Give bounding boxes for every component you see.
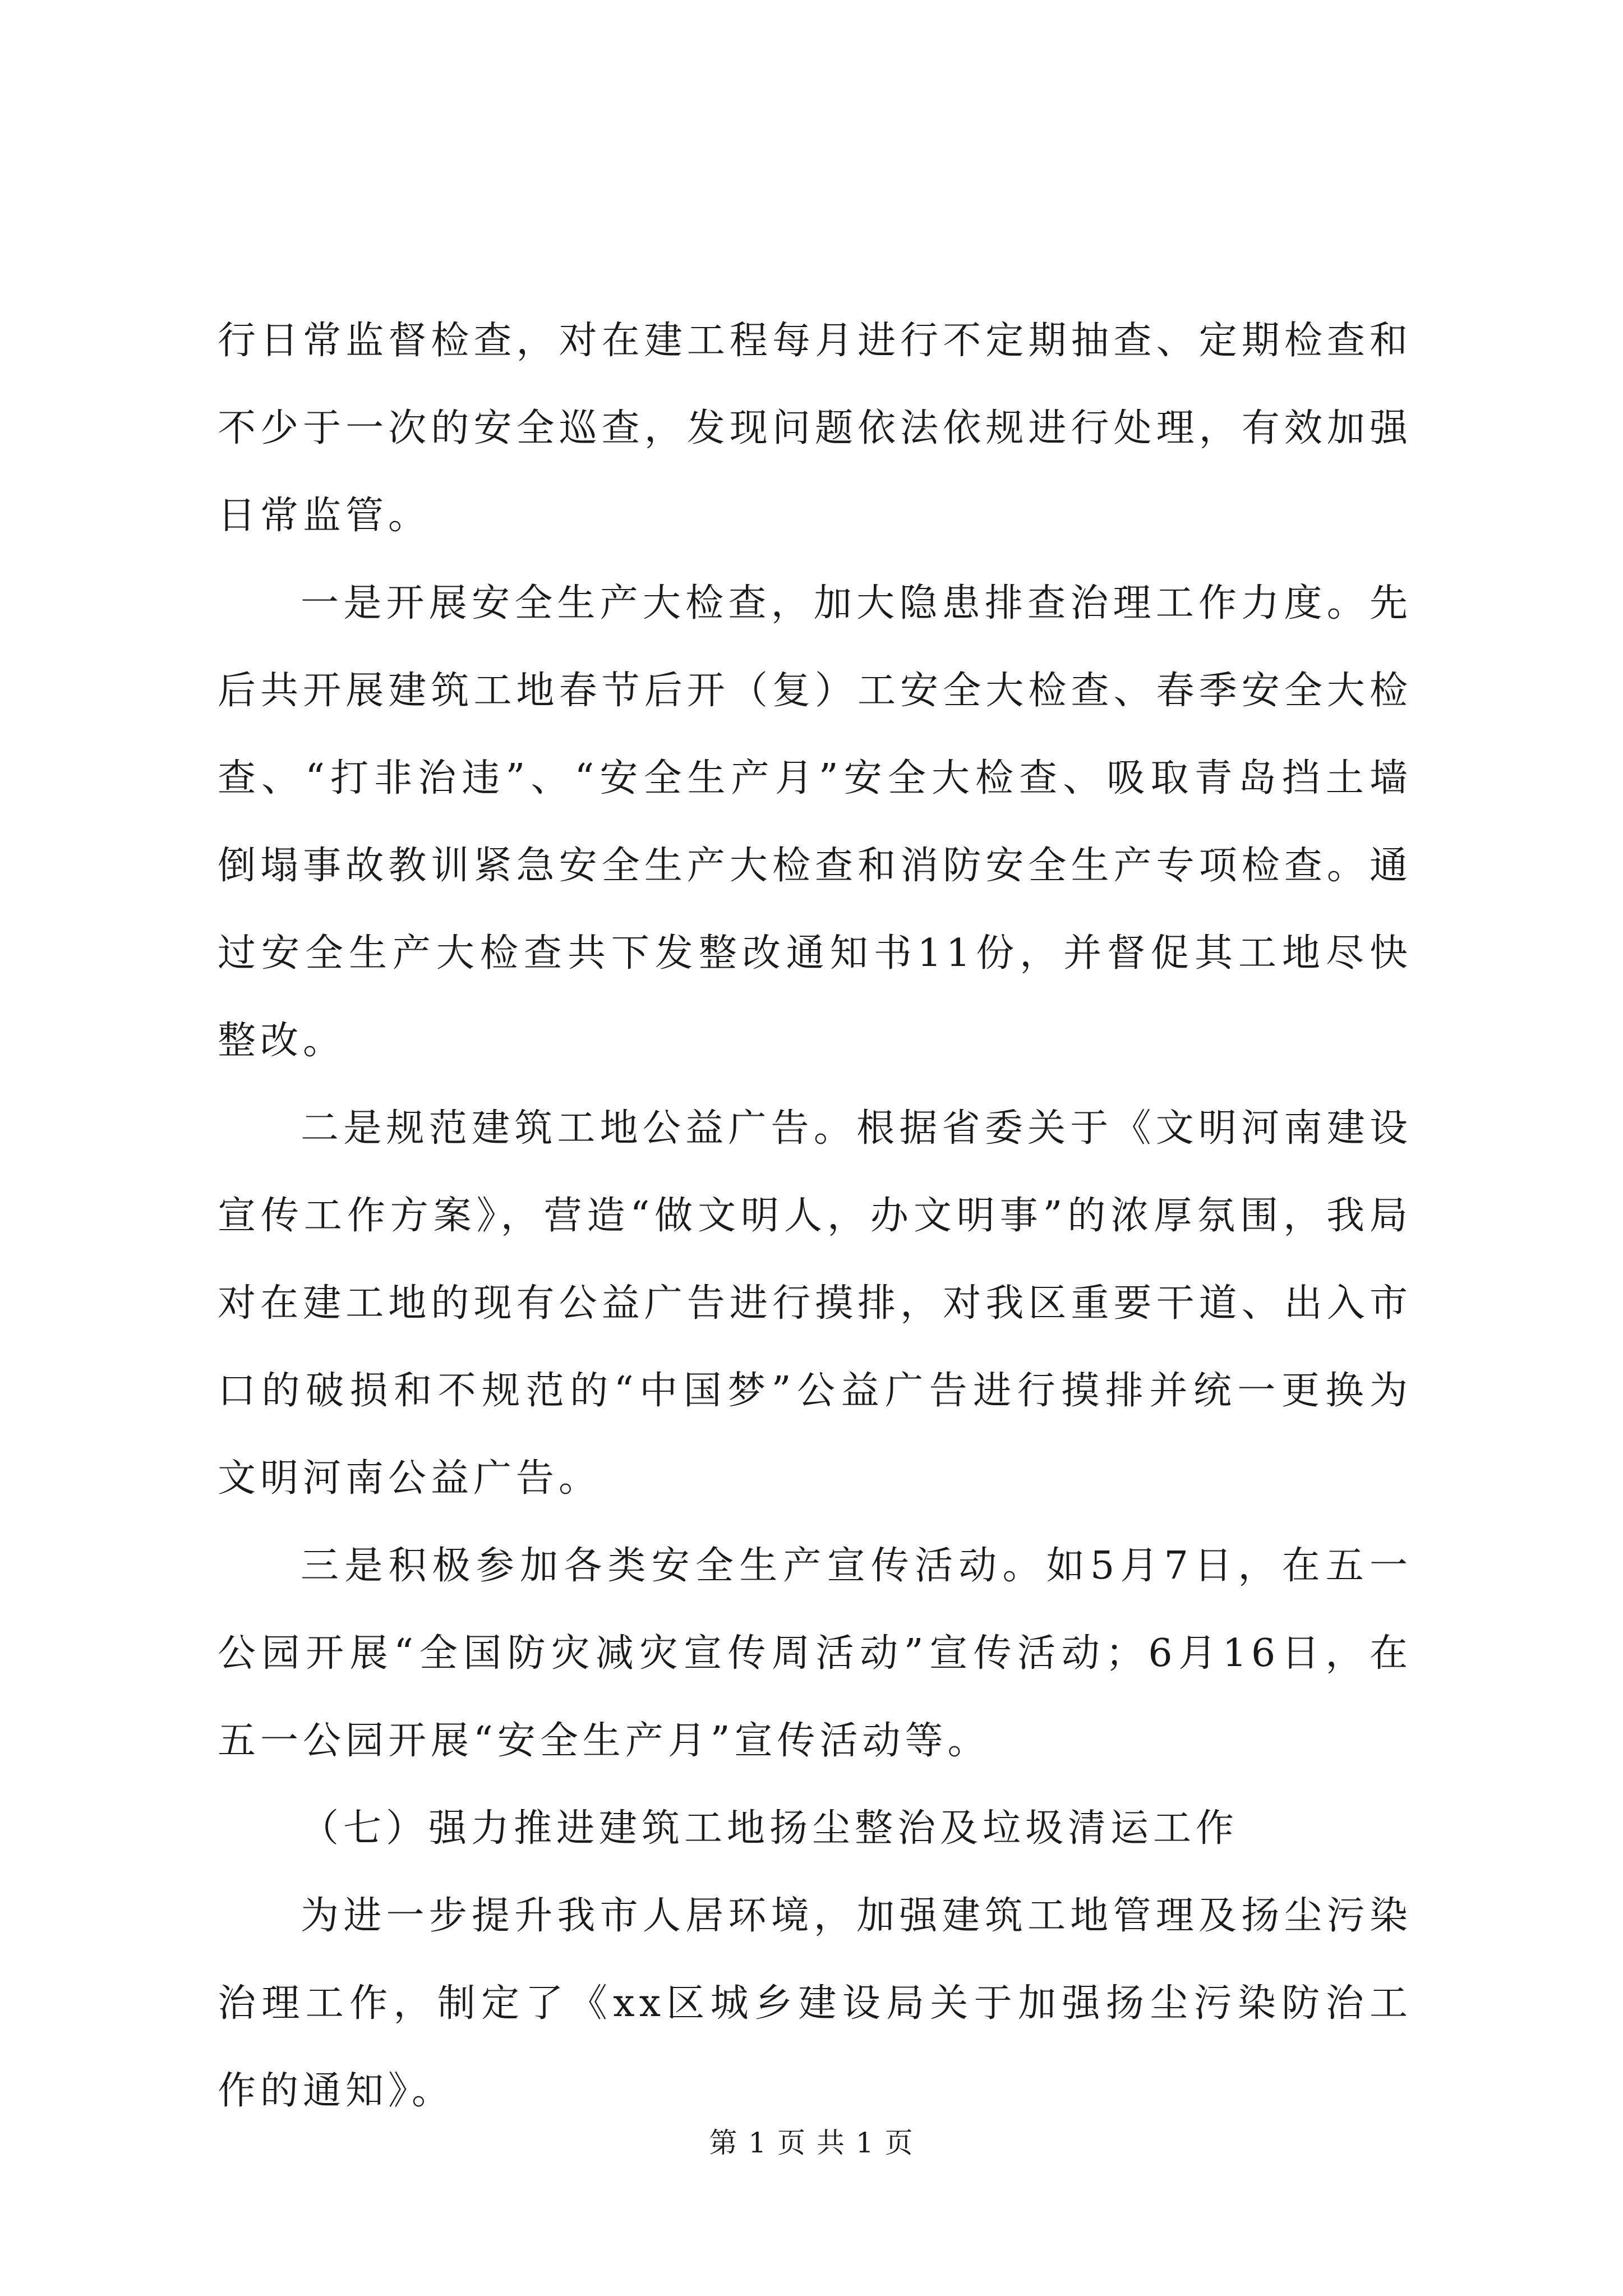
paragraph-safety-inspection: 一是开展安全生产大检查，加大隐患排查治理工作力度。先后共开展建筑工地春节后开（复）工安全大检查、春季安全大检查、“打非治违”、“安全生产月”安全大检查、吸取青岛挡土墙倒塌事故教训紧急安全生产大检查和消防安全生产专项检查。通过安全生产大检查共下发整改通知书11份，并督促其工地尽快整改。: [218, 581, 1412, 1063]
document-body: [218, 297, 1412, 2135]
section-heading-dust-control: （七）强力推进建筑工地扬尘整治及垃圾清运工作: [301, 1806, 1239, 1851]
paragraph-safety-campaigns: 三是积极参加各类安全生产宣传活动。如5月7日，在五一公园开展“全国防灾减灾宣传周活动”宣传活动；6月16日，在五一公园开展“安全生产月”宣传活动等。: [218, 1544, 1412, 1763]
paragraph-continuation: 行日常监督检查，对在建工程每月进行不定期抽查、定期检查和不少于一次的安全巡查，发现问题依法依规进行处理，有效加强日常监管。: [218, 319, 1412, 538]
page-footer: 第 1 页 共 1 页: [709, 2127, 914, 2159]
paragraph-public-ads: 二是规范建筑工地公益广告。根据省委关于《文明河南建设宣传工作方案》，营造“做文明人，办文明事”的浓厚氛围，我局对在建工地的现有公益广告进行摸排，对我区重要干道、出入市口的破损和不规范的“中国梦”公益广告进行摸排并统一更换为文明河南公益广告。: [218, 1106, 1412, 1501]
paragraph-dust-control: 为进一步提升我市人居环境，加强建筑工地管理及扬尘污染治理工作，制定了《xx区城乡建设局关于加强扬尘污染防治工作的通知》。: [218, 1894, 1412, 2113]
